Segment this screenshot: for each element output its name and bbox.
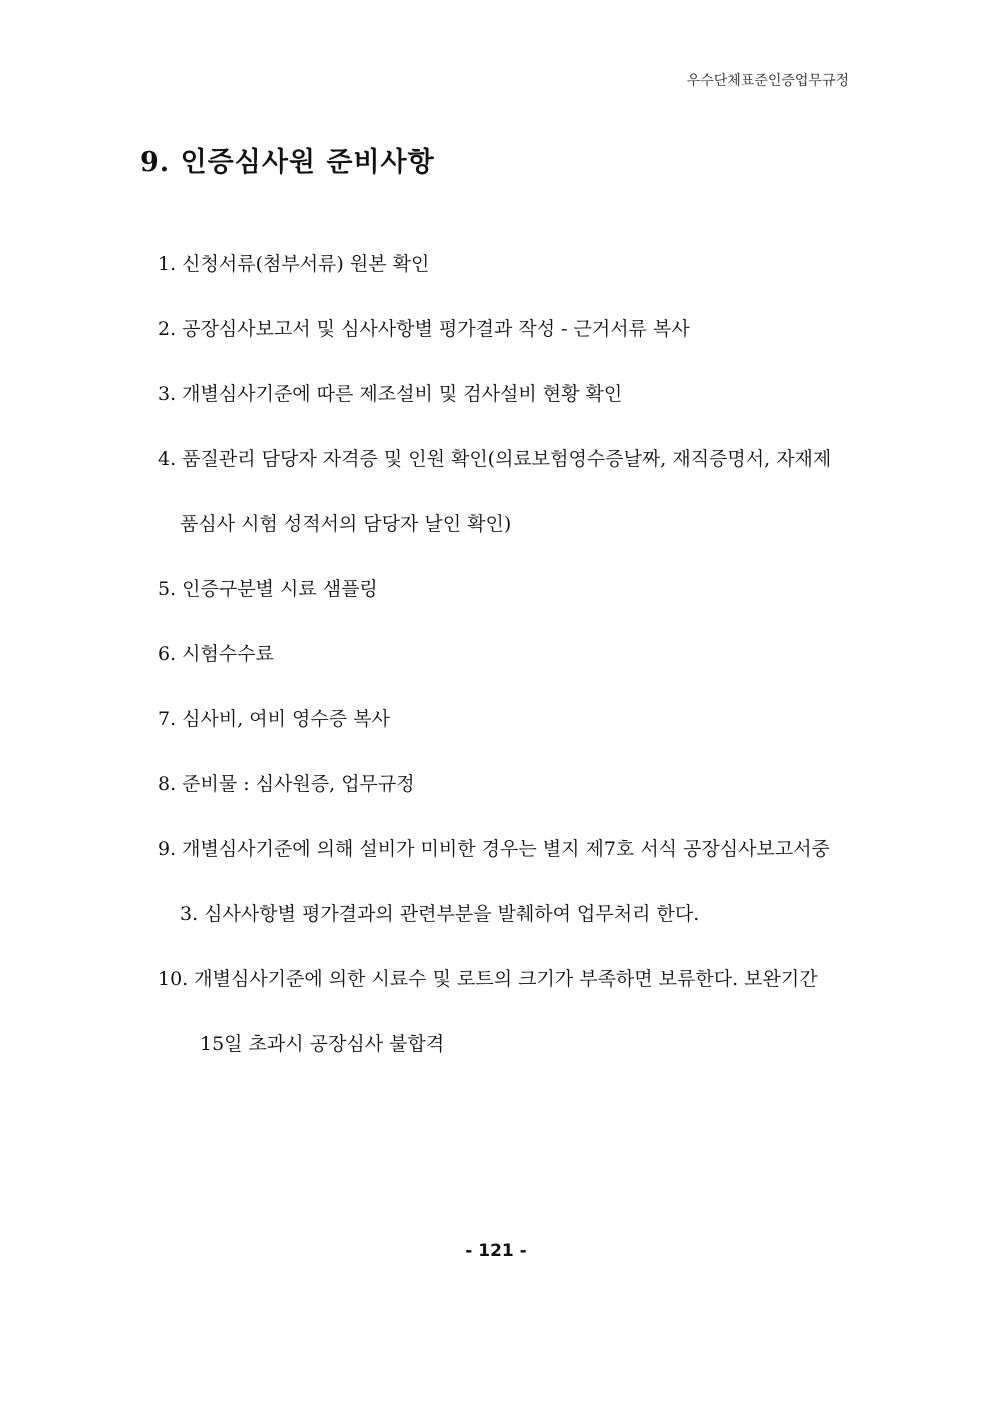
list-item-continuation: 3. 심사사항별 평가결과의 관련부분을 발췌하여 업무처리 한다.	[180, 903, 700, 925]
list-item-text: 8. 준비물 : 심사원증, 업무규정	[158, 773, 415, 795]
list-item	[158, 636, 858, 701]
list-item	[158, 246, 858, 311]
list-item	[158, 311, 858, 376]
section-title: 9. 인증심사원 준비사항	[140, 147, 435, 178]
list-item-text: 5. 인증구분별 시료 샘플링	[158, 578, 378, 600]
list-item-text: 9. 개별심사기준에 의해 설비가 미비한 경우는 별지 제7호 서식 공장심사보고서중	[158, 838, 830, 860]
list-item	[158, 701, 858, 766]
list-item-text: 2. 공장심사보고서 및 심사사항별 평가결과 작성 - 근거서류 복사	[158, 318, 690, 340]
list-item-continuation: 품심사 시험 성적서의 담당자 날인 확인)	[180, 513, 512, 535]
list-item	[158, 766, 858, 831]
list-item-continuation: 15일 초과시 공장심사 불합격	[200, 1033, 445, 1055]
list-item-text: 10. 개별심사기준에 의한 시료수 및 로트의 크기가 부족하면 보류한다. 보완기간	[158, 968, 818, 990]
list-item-text: 3. 개별심사기준에 따른 제조설비 및 검사설비 현황 확인	[158, 383, 623, 405]
preparation-list	[158, 246, 858, 1091]
list-item	[158, 831, 858, 961]
list-item-text: 7. 심사비, 여비 영수증 복사	[158, 708, 390, 730]
list-item	[158, 376, 858, 441]
list-item	[158, 571, 858, 636]
list-item-text: 4. 품질관리 담당자 자격증 및 인원 확인(의료보험영수증날짜, 재직증명서, 자재제	[158, 448, 832, 470]
list-item-text: 1. 신청서류(첨부서류) 원본 확인	[158, 253, 430, 275]
list-item-text: 6. 시험수수료	[158, 643, 274, 665]
list-item	[158, 961, 858, 1091]
list-item	[158, 441, 858, 571]
running-header: 우수단체표준인증업무규정	[686, 73, 849, 89]
page-number: - 121 -	[465, 1241, 527, 1261]
